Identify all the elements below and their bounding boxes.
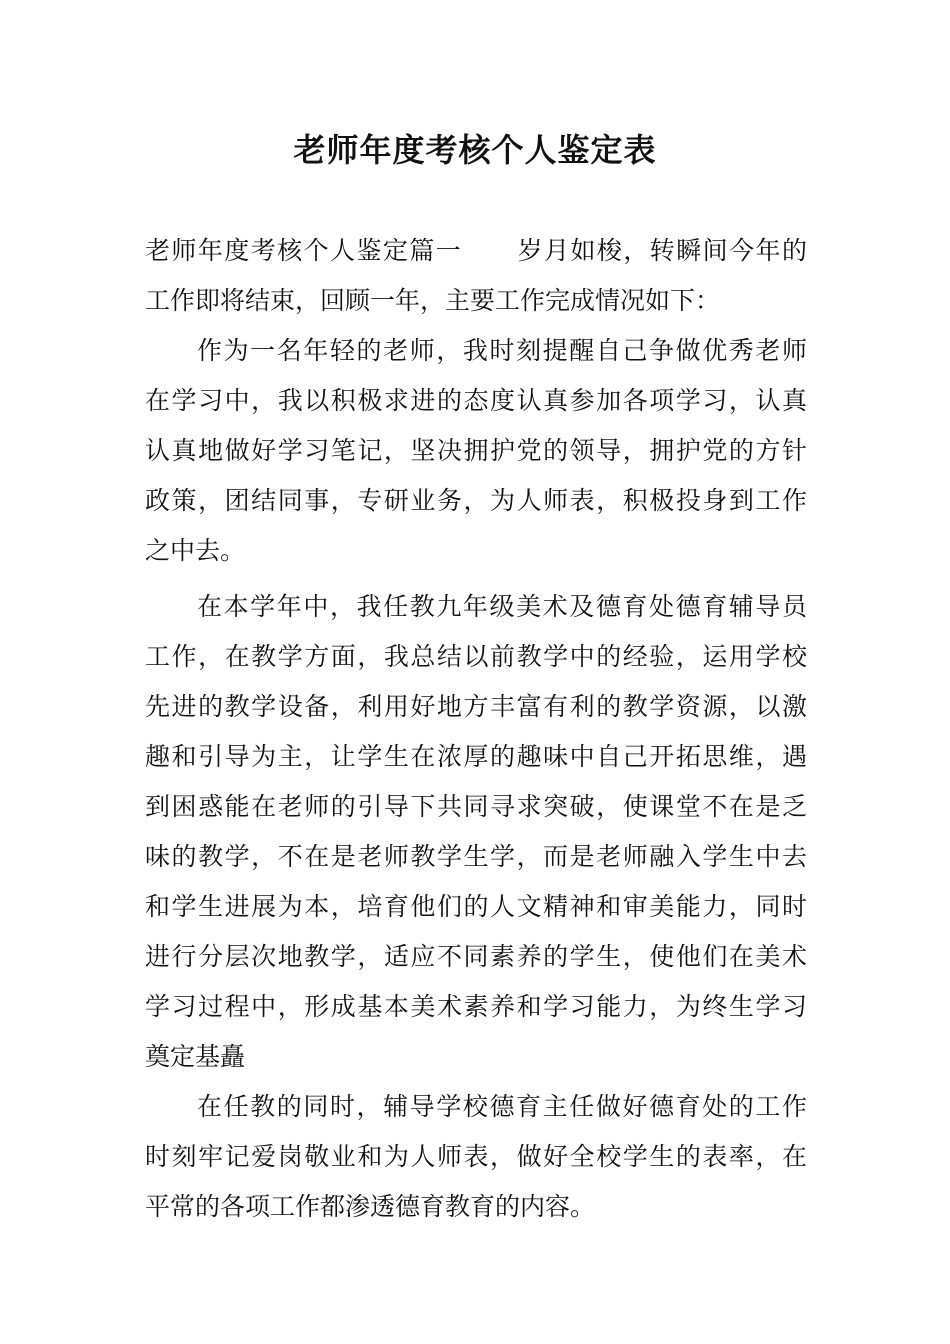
paragraph-line: 认真地做好学习笔记，坚决拥护党的领导，拥护党的方针 <box>145 436 807 465</box>
paragraph-3 <box>145 1082 807 1232</box>
paragraph-line: 在本学年中，我任教九年级美术及德育处德育辅导员 <box>197 592 807 621</box>
paragraph-line: 奠定基矗 <box>145 1042 246 1071</box>
paragraph-line: 工作，在教学方面，我总结以前教学中的经验，运用学校 <box>145 642 807 671</box>
paragraph-line: 先进的教学设备，利用好地方丰富有利的教学资源，以激 <box>145 692 807 721</box>
paragraph-line: 到困惑能在老师的引导下共同寻求突破，使课堂不在是乏 <box>145 792 807 821</box>
paragraph-line: 平常的各项工作都渗透德育教育的内容。 <box>145 1192 596 1221</box>
paragraph-2 <box>145 582 807 1082</box>
paragraph-line: 政策，团结同事，专研业务，为人师表，积极投身到工作 <box>145 486 807 515</box>
article-heading: 老师年度考核个人鉴定篇一 <box>145 236 463 265</box>
paragraph-line: 趣和引导为主，让学生在浓厚的趣味中自己开拓思维，遇 <box>145 742 807 771</box>
intro-line-2: 工作即将结束，回顾一年，主要工作完成情况如下： <box>145 286 721 315</box>
document-body <box>145 226 807 1232</box>
intro-line-1 <box>145 226 807 276</box>
paragraph-line: 和学生进展为本，培育他们的人文精神和审美能力，同时 <box>145 892 807 921</box>
paragraph-line: 作为一名年轻的老师，我时刻提醒自己争做优秀老师 <box>197 336 807 365</box>
paragraph-line: 味的教学，不在是老师教学生学，而是老师融入学生中去 <box>145 842 807 871</box>
paragraph-line: 时刻牢记爱岗敬业和为人师表，做好全校学生的表率，在 <box>145 1142 807 1171</box>
paragraph-line: 进行分层次地教学，适应不同素养的学生，使他们在美术 <box>145 942 807 971</box>
paragraph-line: 在学习中，我以积极求进的态度认真参加各项学习，认真 <box>145 386 807 415</box>
intro-paragraph <box>145 226 807 326</box>
intro-text-start: 岁月如梭，转瞬间今年的 <box>516 236 807 265</box>
paragraph-line: 在任教的同时，辅导学校德育主任做好德育处的工作 <box>197 1092 807 1121</box>
paragraph-line: 学习过程中，形成基本美术素养和学习能力，为终生学习 <box>145 992 807 1021</box>
paragraph-line: 之中去。 <box>145 536 246 565</box>
paragraph-1 <box>145 326 807 576</box>
document-title: 老师年度考核个人鉴定表 <box>293 131 657 169</box>
